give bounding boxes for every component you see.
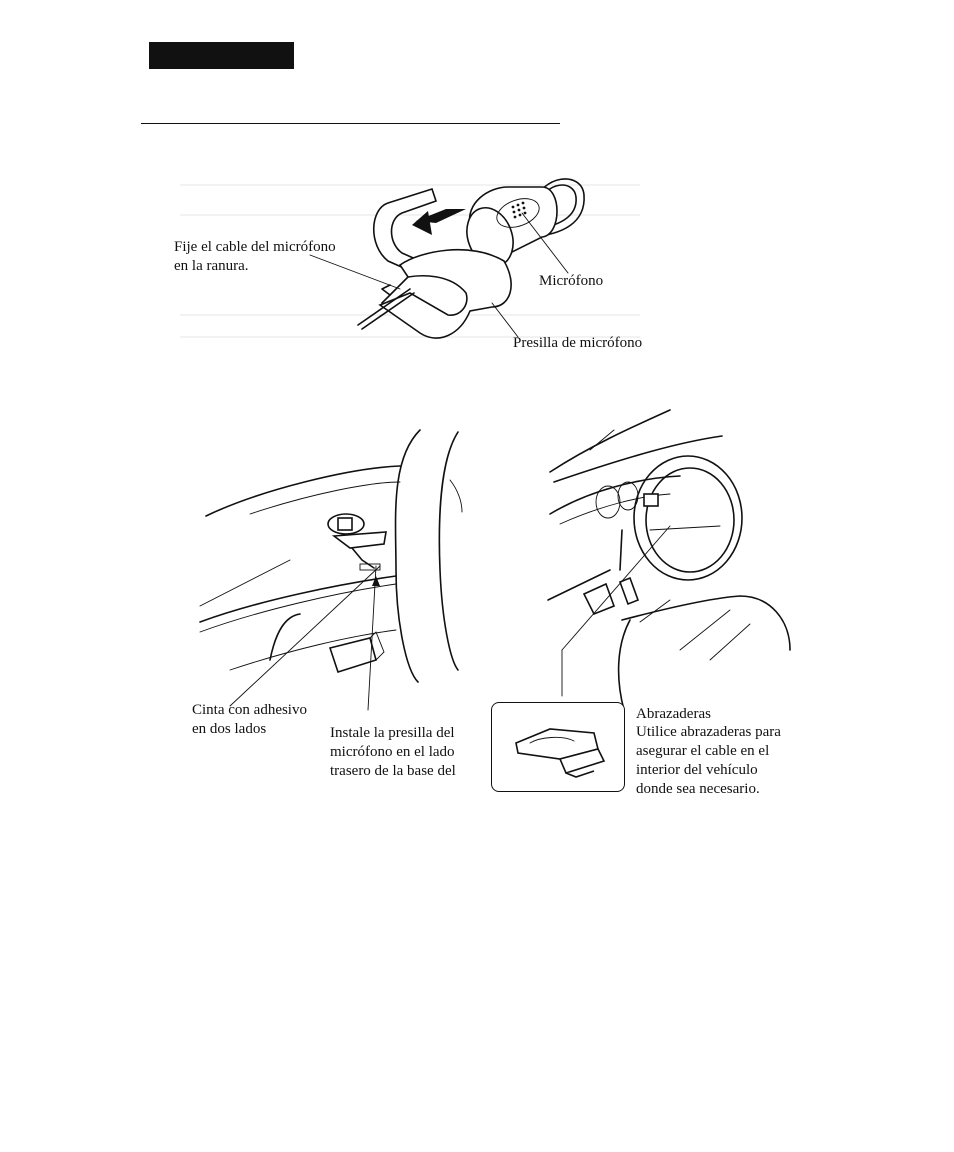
clamp-icon: [510, 719, 606, 779]
label-microphone-clip: Presilla de micrófono: [513, 335, 643, 351]
label-fix-cable-slot: Fije el cable del micrófono en la ranura.: [174, 239, 336, 274]
label-install-clip: Instale la presilla del micrófono en el lado trasero de la base del: [330, 725, 456, 779]
label-double-sided-tape: Cinta con adhesivo en dos lados: [192, 702, 307, 737]
car-interior-illustration: [490, 410, 790, 710]
steering-column-illustration: [200, 420, 480, 710]
section-header-bar: [149, 42, 294, 69]
label-clamps-title: Abrazaderas: [636, 706, 711, 722]
clamp-detail-box: [491, 702, 625, 792]
header-rule: [141, 123, 560, 124]
label-clamps-text: Utilice abrazaderas para asegurar el cable en el interior del vehículo donde sea necesario.: [636, 724, 781, 797]
label-microphone: Micrófono: [539, 273, 604, 289]
